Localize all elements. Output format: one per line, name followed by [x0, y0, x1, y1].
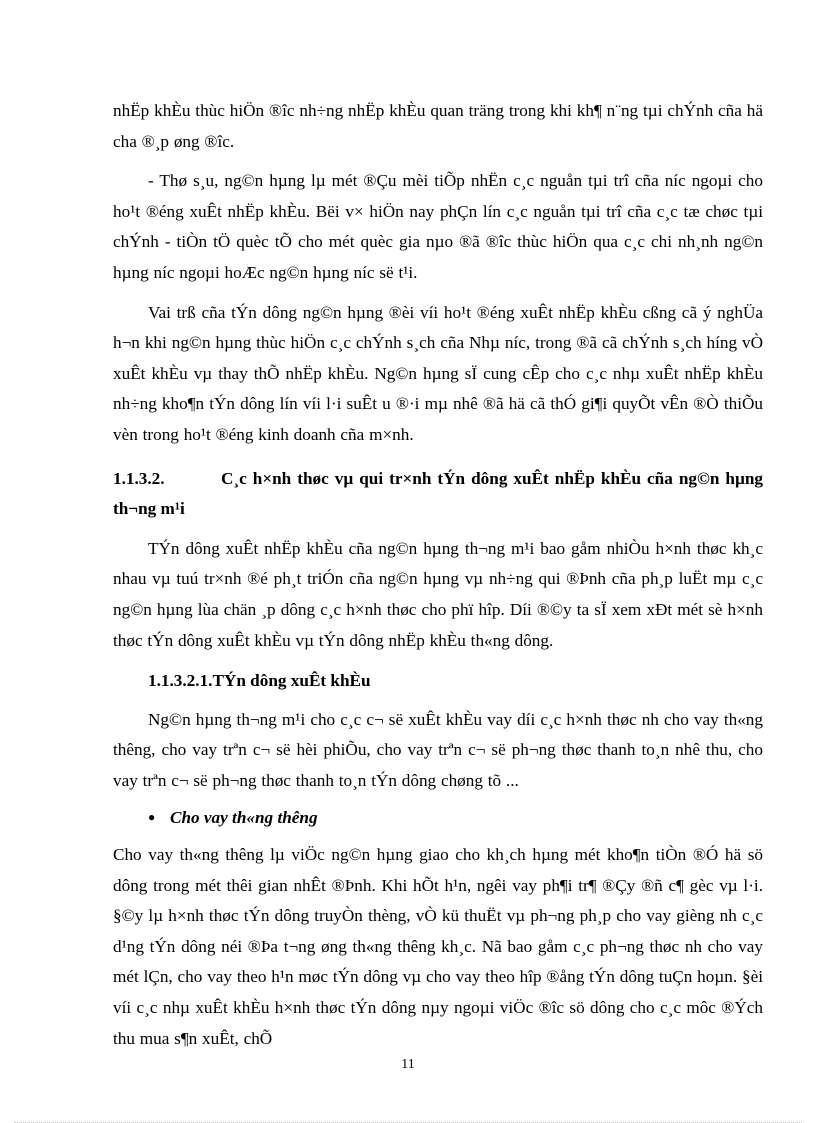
- paragraph-export-loans: Ng©n hµng th¬ng m¹i cho c¸c c¬ së xuÊt khÈu vay díi c¸c h×nh thøc nh cho vay th«ng thêng, cho vay trªn c¬ së hèi phiÕu, cho vay trªn c¬ së ph¬ng thøc thanh to¸n nhê thu, cho vay trªn c¬ së ph¬ng thøc thanh to¸n tÝn dông chøng tõ ...: [113, 709, 763, 790]
- page-body: [113, 96, 763, 1054]
- page-number: 11: [401, 1057, 415, 1072]
- paragraph-regular-loans: Cho vay th«ng thêng lµ viÖc ng©n hµng giao cho kh¸ch hµng mét kho¶n tiÒn ®Ó hä sö dông trong mét thêi gian nhÊt ®Þnh. Khi hÕt h¹n, ngêi vay ph¶i tr¶ ®Çy ®ñ c¶ gèc vµ l·i. §©y lµ h×nh thøc tÝn dông truyÒn thèng, vÒ kü thuËt vµ ph¬ng ph¸p cho vay gièng nh c¸c d¹ng tÝn dông néi ®Þa t¬ng øng th«ng thêng kh¸c. Nã bao gåm c¸c ph¬ng thøc nh cho vay mét lÇn, cho vay theo h¹n møc tÝn dông vµ cho vay theo hîp ®ång tÝn dông tuÇn hoµn. §èi víi c¸c nhµ xuÊt khÈu h×nh thøc tÝn dông nµy ngoµi viÖc ®îc sö dông cho c¸c môc ®Ých thu mua s¶n xuÊt, chÕ: [113, 845, 763, 1048]
- bullet-dot-icon: ●: [148, 810, 156, 825]
- paragraph-credit-forms: TÝn dông xuÊt nhËp khÈu cña ng©n hµng th¬ng m¹i bao gåm nhiÒu h×nh thøc kh¸c nhau vµ tuú tr×nh ®é ph¸t triÓn cña ng©n hµng vµ nh÷ng qui ®Þnh cña ph¸p luËt mµ c¸c ng©n hµng lùa chän ¸p dông c¸c h×nh thøc cho phï hîp. Díi ®©y ta sÏ xem xÐt mét sè h×nh thøc tÝn dông xuÊt khÈu vµ tÝn dông nhËp khÈu th«ng dông.: [113, 538, 763, 650]
- paragraph-credit-role: Vai trß cña tÝn dông ng©n hµng ®èi víi ho¹t ®éng xuÊt nhËp khÈu cßng cã ý nghÜa h¬n khi ng©n hµng thùc hiÖn c¸c chÝnh s¸ch cña Nhµ níc, trong ®ã cã chÝnh s¸ch híng vÒ xuÊt khÈu vµ thay thÕ nhËp khÈu. Ng©n hµng sÏ cung cÊp cho c¸c nhµ xuÊt nhËp khÈu nh÷ng kho¶n tÝn dông lín víi l·i suÊt u ®·i mµ nhê ®ã hä cã thÓ gi¶i quyÕt vÊn ®Ò thiÕu vèn trong ho¹t ®éng kinh doanh cña m×nh.: [113, 302, 763, 444]
- section-heading-1-1-3-2: [113, 464, 763, 525]
- paragraph-continuation: nhËp khÈu thùc hiÖn ®îc nh÷ng nhËp khÈu quan träng trong khi kh¶ n¨ng tµi chÝnh cña hä cha ®¸p øng ®îc.: [113, 101, 763, 151]
- section-number: 1.1.3.2.: [113, 468, 165, 488]
- bullet-label: Cho vay th«ng thêng: [170, 808, 318, 828]
- paragraph-sixth-point: - Thø s¸u, ng©n hµng lµ mét ®Çu mèi tiÕp nhËn c¸c nguån tµi trî cña níc ngoµi cho ho¹t ®éng xuÊt nhËp khÈu. Bëi v× hiÖn nay phÇn lín c¸c nguån tµi trî cña c¸c tæ chøc tµi chÝnh - tiÒn tÖ quèc tÕ cho mét quèc gia nµo ®ã ®îc thùc hiÖn qua c¸c chi nh¸nh ng©n hµng níc ngoµi hoÆc ng©n hµng níc së t¹i.: [113, 171, 763, 282]
- section-title: C¸c h×nh thøc vµ qui tr×nh tÝn dông xuÊt nhËp khÈu cña ng©n hµng th¬ng m¹i: [113, 468, 763, 519]
- subsection-heading-export-credit: 1.1.3.2.1.TÝn dông xuÊt khÈu: [148, 671, 371, 691]
- bullet-item: [148, 802, 763, 834]
